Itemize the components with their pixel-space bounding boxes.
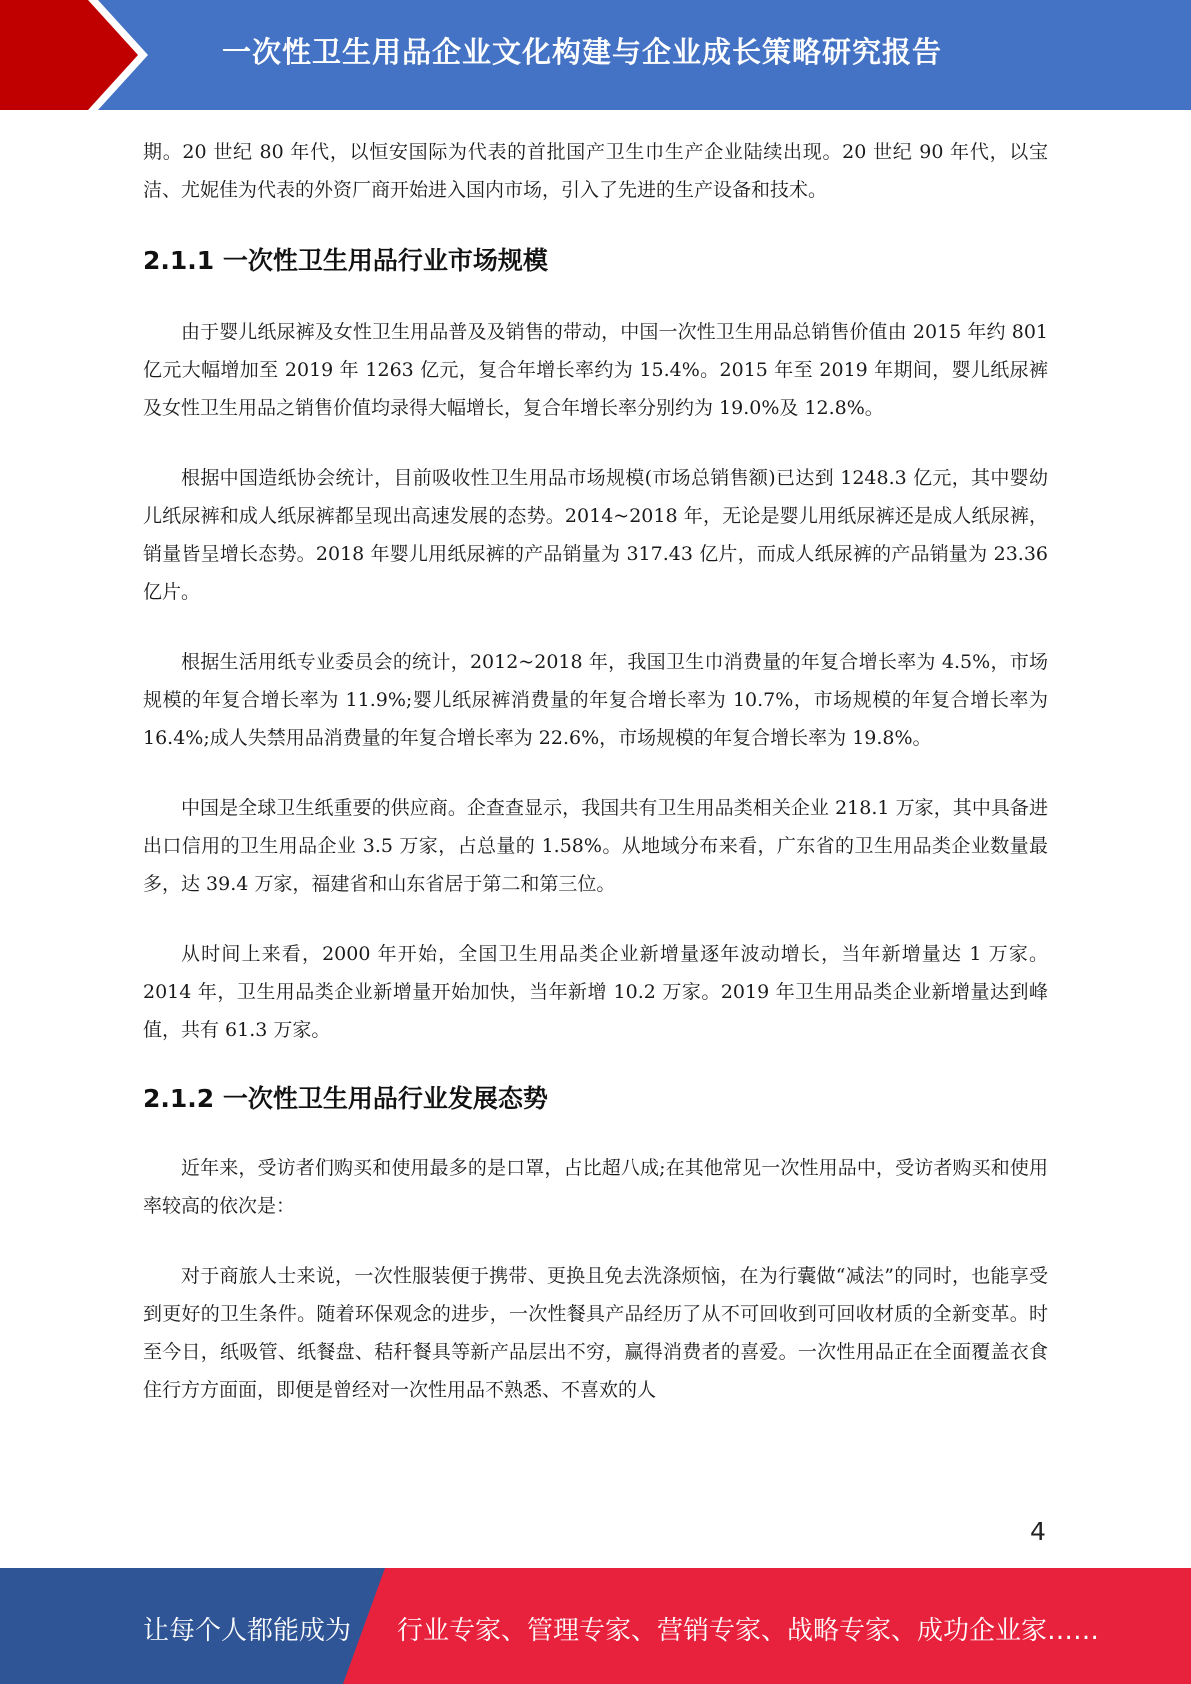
footer-slogan-right: 行业专家、管理专家、营销专家、战略专家、成功企业家…… [397, 1616, 1100, 1646]
paragraph: 中国是全球卫生纸重要的供应商。企查查显示，我国共有卫生用品类相关企业 218.1 万家，其中具备进出口信用的卫生用品企业 3.5 万家，占总量的 1.58%。从地域分布来看，广东省的卫生用品类企业数量最多，达 39.4 万家，福建省和山东省居于第二和第三位。 [143, 797, 1048, 895]
paragraph: 近年来，受访者们购买和使用最多的是口罩，占比超八成;在其他常见一次性用品中，受访者购买和使用率较高的依次是： [143, 1157, 1048, 1217]
page-header [0, 0, 1191, 110]
document-body [143, 133, 1048, 1409]
section-heading-2-1-2: 2.1.2 一次性卫生用品行业发展态势 [143, 1084, 548, 1113]
paragraph: 对于商旅人士来说，一次性服装便于携带、更换且免去洗涤烦恼，在为行囊做“减法”的同时，也能享受到更好的卫生条件。随着环保观念的进步，一次性餐具产品经历了从不可回收到可回收材质的全新变革。时至今日，纸吸管、纸餐盘、秸秆餐具等新产品层出不穷，赢得消费者的喜爱。一次性用品正在全面覆盖衣食住行方方面面，即便是曾经对一次性用品不熟悉、不喜欢的人 [143, 1265, 1048, 1401]
footer-slogan-left: 让每个人都能成为 [143, 1616, 352, 1646]
paragraph: 从时间上来看，2000 年开始，全国卫生用品类企业新增量逐年波动增长，当年新增量达 1 万家。2014 年，卫生用品类企业新增量开始加快，当年新增 10.2 万家。2019 年卫生用品类企业新增量达到峰值，共有 61.3 万家。 [143, 943, 1048, 1041]
page-footer [0, 1568, 1191, 1684]
section-heading-2-1-1: 2.1.1 一次性卫生用品行业市场规模 [143, 246, 548, 275]
paragraph: 根据生活用纸专业委员会的统计，2012~2018 年，我国卫生巾消费量的年复合增长率为 4.5%，市场规模的年复合增长率为 11.9%;婴儿纸尿裤消费量的年复合增长率为 10.7%，市场规模的年复合增长率为 16.4%;成人失禁用品消费量的年复合增长率为 22.6%，市场规模的年复合增长率为 19.8%。 [143, 651, 1048, 749]
report-title: 一次性卫生用品企业文化构建与企业成长策略研究报告 [222, 35, 943, 69]
paragraph: 根据中国造纸协会统计，目前吸收性卫生用品市场规模(市场总销售额)已达到 1248.3 亿元，其中婴幼儿纸尿裤和成人纸尿裤都呈现出高速发展的态势。2014~2018 年，无论是婴儿用纸尿裤还是成人纸尿裤，销量皆呈增长态势。2018 年婴儿用纸尿裤的产品销量为 317.43 亿片，而成人纸尿裤的产品销量为 23.36 亿片。 [143, 467, 1048, 603]
red-arrow-ribbon-icon [0, 0, 160, 110]
page-number: 4 [1030, 1517, 1046, 1546]
intro-paragraph: 期。20 世纪 80 年代，以恒安国际为代表的首批国产卫生巾生产企业陆续出现。20 世纪 90 年代，以宝洁、尤妮佳为代表的外资厂商开始进入国内市场，引入了先进的生产设备和技术。 [143, 141, 1048, 201]
paragraph: 由于婴儿纸尿裤及女性卫生用品普及及销售的带动，中国一次性卫生用品总销售价值由 2015 年约 801 亿元大幅增加至 2019 年 1263 亿元，复合年增长率约为 15.4%。2015 年至 2019 年期间，婴儿纸尿裤及女性卫生用品之销售价值均录得大幅增长，复合年增长率分别约为 19.0%及 12.8%。 [143, 321, 1048, 419]
